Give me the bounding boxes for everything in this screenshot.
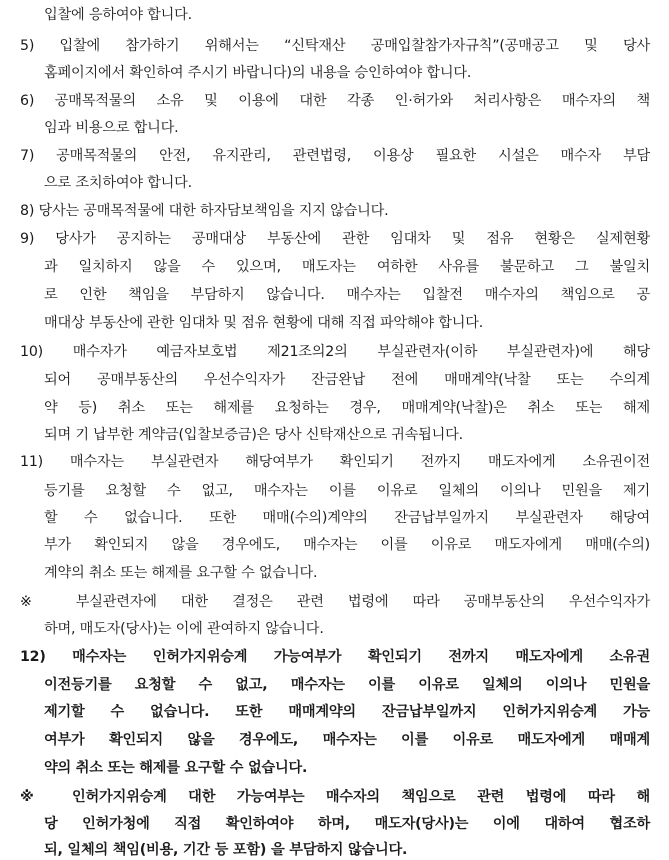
note-1-line: 하며, 매도자(당사)는 이에 관여하지 않습니다. [44,621,324,637]
item-10-line: 되어 공매부동산의 우선수익자가 잔금완납 전에 매매계약(낙찰 또는 수의계 [44,372,650,388]
item-11-line: 계약의 취소 또는 해제를 요구할 수 없습니다. [44,565,318,581]
item-12-line: 이전등기를 요청할 수 없고, 매수자는 이를 이유로 일체의 이의나 민원을 [44,677,650,693]
item-10-line: 10) 매수자가 예금자보호법 제21조의2의 부실관련자(이하 부실관련자)에 해당 [20,344,650,360]
item-7-line: 7) 공매목적물의 안전, 유지관리, 관련법령, 이용상 필요한 시설은 매수자 부담 [20,148,650,164]
note-1-line: ※ 부실관련자에 대한 결정은 관련 법령에 따라 공매부동산의 우선수익자가 [20,594,650,610]
item-12-line: 12) 매수자는 인허가지위승계 가능여부가 확인되기 전까지 매도자에게 소유권 [20,649,650,665]
item-6-line: 6) 공매목적물의 소유 및 이용에 대한 각종 인·허가와 처리사항은 매수자의 책 [20,93,650,109]
item-12-line: 여부가 확인되지 않을 경우에도, 매수자는 이를 이유로 매도자에게 매매계 [44,732,650,748]
item-6-line: 임과 비용으로 합니다. [44,120,179,136]
item-5-line: 5) 입찰에 참가하기 위해서는 “신탁재산 공매입찰참가자규칙”(공매공고 및 당사 [20,38,650,54]
item-11-line: 할 수 없습니다. 또한 매매(수의)계약의 잔금납부일까지 부실관련자 해당여 [44,510,650,526]
item-11-line: 등기를 요청할 수 없고, 매수자는 이를 이유로 일체의 이의나 민원을 제기 [44,483,650,499]
item-8-line: 8) 당사는 공매목적물에 대한 하자담보책임을 지지 않습니다. [20,203,389,219]
item-12-line: 제기할 수 없습니다. 또한 매매계약의 잔금납부일까지 인허가지위승계 가능 [44,704,650,720]
item-9-line: 과 일치하지 않을 수 있으며, 매도자는 여하한 사유를 불문하고 그 불일치 [44,259,650,275]
item-5-line: 홈페이지에서 확인하여 주시기 바랍니다)의 내용을 승인하여야 합니다. [44,65,472,81]
note-2-line: 되, 일체의 책임(비용, 기간 등 포함) 을 부담하지 않습니다. [44,842,408,858]
item-9-line: 매대상 부동산에 관한 임대차 및 점유 현황에 대해 직접 파악해야 합니다. [44,315,484,331]
note-2-line: ※ 인허가지위승계 대한 가능여부는 매수자의 책임으로 관련 법령에 따라 해 [20,789,650,805]
item-11-line: 11) 매수자는 부실관련자 해당여부가 확인되기 전까지 매도자에게 소유권이전 [20,454,650,470]
item-12-line: 약의 취소 또는 해제를 요구할 수 없습니다. [44,760,308,776]
item-9-line: 로 인한 책임을 부담하지 않습니다. 매수자는 입찰전 매수자의 책임으로 공 [44,287,650,303]
note-2-line: 당 인허가청에 직접 확인하여야 하며, 매도자(당사)는 이에 대하여 협조하 [44,816,650,832]
item-9-line: 9) 당사가 공지하는 공매대상 부동산에 관한 임대차 및 점유 현황은 실제현황 [20,231,650,247]
item-7-line: 으로 조치하여야 합니다. [44,175,192,191]
item-11-line: 부가 확인되지 않을 경우에도, 매수자는 이를 이유로 매도자에게 매매(수의) [44,537,650,553]
item-10-line: 되며 기 납부한 계약금(입찰보증금)은 당사 신탁재산으로 귀속됩니다. [44,427,463,443]
text-line: 입찰에 응하여야 합니다. [44,7,192,23]
item-10-line: 약 등) 취소 또는 해제를 요청하는 경우, 매매계약(낙찰)은 취소 또는 해제 [44,400,650,416]
